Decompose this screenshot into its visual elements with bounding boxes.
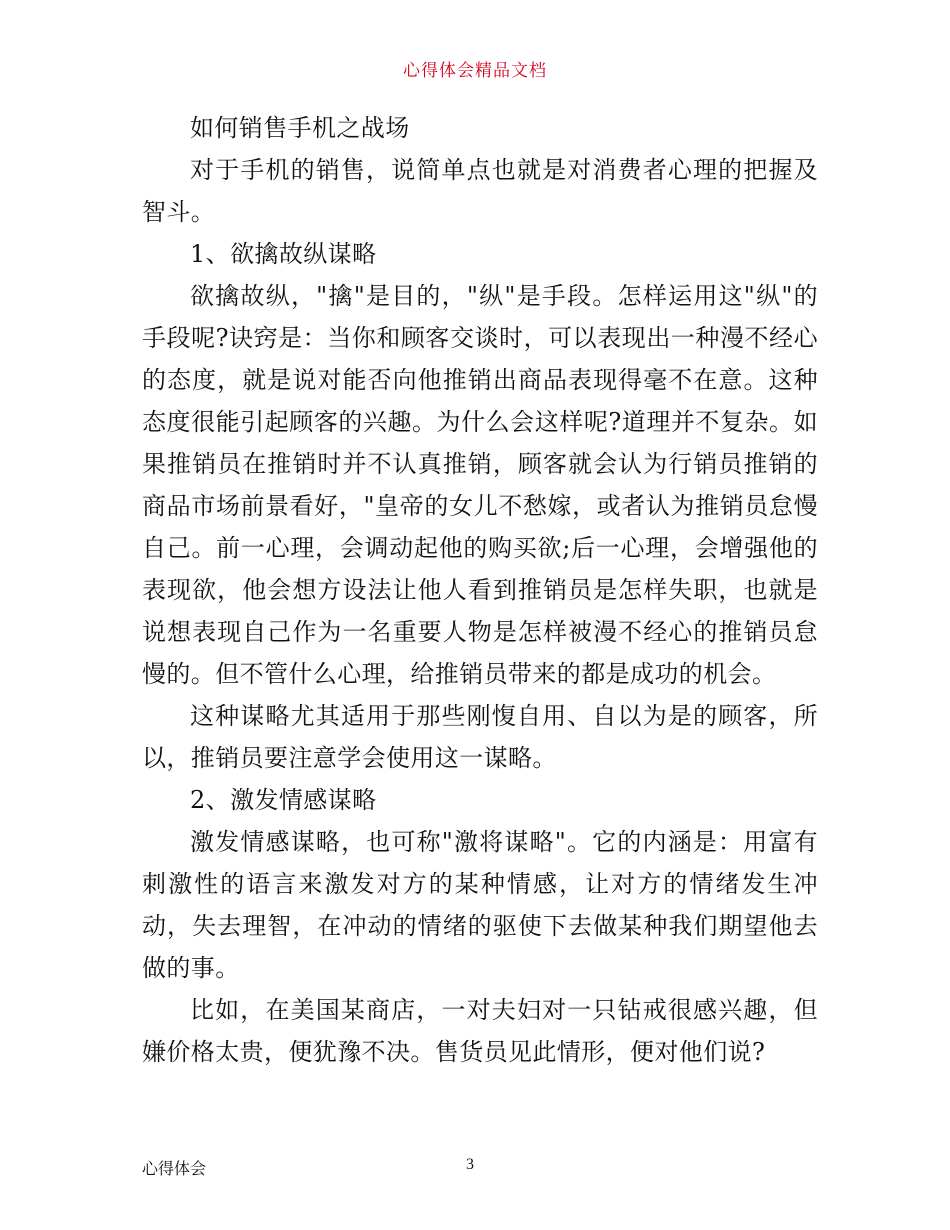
page-number: 3: [466, 1156, 474, 1173]
footer-label: 心得体会: [142, 1159, 207, 1178]
paragraph-1: 欲擒故纵，"擒"是目的，"纵"是手段。怎样运用这"纵"的手段呢?诀窍是：当你和顾客交谈时，可以表现出一种漫不经心的态度，就是说对能否向他推销出商品表现得毫不在意。这种态度很能引起顾客的兴趣。为什么会这样呢?道理并不复杂。如果推销员在推销时并不认真推销，顾客就会认为行销员推销的商品市场前景看好，"皇帝的女儿不愁嫁，或者认为推销员怠慢自己。前一心理，会调动起他的购买欲;后一心理，会增强他的表现欲，他会想方设法让他人看到推销员是怎样失职，也就是说想表现自己作为一名重要人物是怎样被漫不经心的推销员怠慢的。但不管什么心理，给推销员带来的都是成功的机会。: [142, 282, 818, 688]
paragraph-2: 这种谋略尤其适用于那些刚愎自用、自以为是的顾客，所以，推销员要注意学会使用这一谋略。: [142, 702, 818, 772]
document-title: 如何销售手机之战场: [190, 114, 410, 142]
section-heading-2: 2、激发情感谋略: [190, 786, 377, 814]
paragraph-intro: 对于手机的销售，说简单点也就是对消费者心理的把握及智斗。: [142, 156, 818, 226]
paragraph-4: 比如，在美国某商店，一对夫妇对一只钻戒很感兴趣，但嫌价格太贵，便犹豫不决。售货员见此情形，便对他们说?: [142, 996, 818, 1066]
section-heading-1: 1、欲擒故纵谋略: [190, 240, 377, 268]
document-body: [142, 107, 818, 1073]
document-header-title: 心得体会精品文档: [403, 61, 547, 81]
paragraph-3: 激发情感谋略，也可称"激将谋略"。它的内涵是：用富有刺激性的语言来激发对方的某种情感，让对方的情绪发生冲动，失去理智，在冲动的情绪的驱使下去做某种我们期望他去做的事。: [142, 828, 818, 982]
